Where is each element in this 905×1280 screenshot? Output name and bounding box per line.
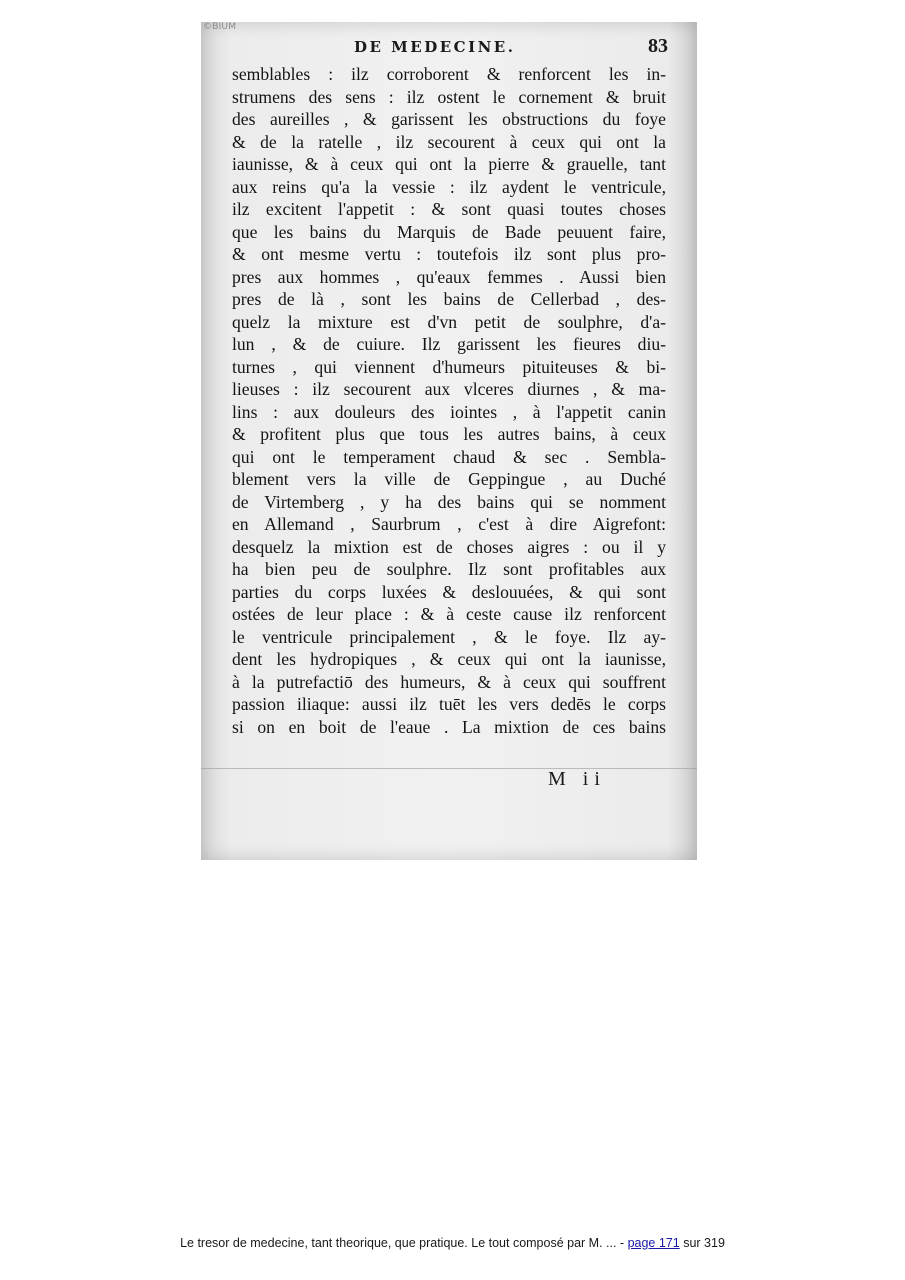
text-line: turnes , qui viennent d'humeurs pituiteuses & bi- bbox=[232, 356, 666, 377]
text-line: aux reins qu'a la vessie : ilz aydent le ventricule, bbox=[232, 176, 666, 197]
text-line: & profitent plus que tous les autres bains, à ceux bbox=[232, 424, 666, 444]
text-line: & de la ratelle , ilz secourent à ceux qui ont la bbox=[232, 131, 666, 152]
text-line: quelz la mixture est d'vn petit de soulphre, d'a- bbox=[232, 311, 666, 332]
text-line: pres aux hommes , qu'eaux femmes . Aussi bien bbox=[232, 266, 666, 287]
text-line: ilz excitent l'appetit : & sont quasi toutes choses bbox=[232, 199, 666, 219]
text-line: que les bains du Marquis de Bade peuuent faire, bbox=[232, 221, 666, 242]
text-line: parties du corps luxées & deslouuées, & qui sont bbox=[232, 581, 666, 602]
text-line: passion iliaque: aussi ilz tuēt les vers dedēs le corps bbox=[232, 694, 666, 714]
text-line: ostées de leur place : & à ceste cause ilz renforcent bbox=[232, 604, 666, 624]
text-line: des aureilles , & garissent les obstructions du foye bbox=[232, 109, 666, 129]
text-line: lins : aux douleurs des iointes , à l'appetit canin bbox=[232, 401, 666, 422]
text-line: si on en boit de l'eaue . La mixtion de ces bains bbox=[232, 716, 666, 737]
signature-mark: M ii bbox=[548, 768, 606, 790]
text-line: strumens des sens : ilz ostent le cornement & bruit bbox=[232, 86, 666, 107]
running-title: DE MEDECINE. bbox=[354, 38, 516, 56]
footer bbox=[0, 1236, 905, 1250]
text-line: dent les hydropiques , & ceux qui ont la iaunisse, bbox=[232, 649, 666, 669]
page-link[interactable]: page 171 bbox=[627, 1236, 680, 1250]
footer-suffix: sur 319 bbox=[683, 1236, 725, 1250]
page-number: 83 bbox=[648, 35, 668, 57]
text-line: pres de là , sont les bains de Cellerbad , des- bbox=[232, 289, 666, 309]
text-line: semblables : ilz corroborent & renforcent les in- bbox=[232, 64, 666, 84]
text-line: lun , & de cuiure. Ilz garissent les fieures diu- bbox=[232, 334, 666, 354]
text-line: iaunisse, & à ceux qui ont la pierre & grauelle, tant bbox=[232, 154, 666, 174]
watermark-text: ©BIUM bbox=[203, 22, 237, 32]
text-line: de Virtemberg , y ha des bains qui se nomment bbox=[232, 491, 666, 512]
text-line: qui ont le temperament chaud & sec . Sembla- bbox=[232, 446, 666, 467]
text-line: desquelz la mixtion est de choses aigres : ou il y bbox=[232, 536, 666, 557]
text-line: en Allemand , Saurbrum , c'est à dire Aigrefont: bbox=[232, 514, 666, 534]
text-line: lieuses : ilz secourent aux vlceres diurnes , & ma- bbox=[232, 379, 666, 399]
text-line: blement vers la ville de Geppingue , au Duché bbox=[232, 469, 666, 489]
text-line: le ventricule principalement , & le foye. Ilz ay- bbox=[232, 626, 666, 647]
page-edge-divider bbox=[201, 768, 697, 769]
text-line: ha bien peu de soulphre. Ilz sont profitables aux bbox=[232, 559, 666, 579]
text-line: & ont mesme vertu : toutefois ilz sont plus pro- bbox=[232, 244, 666, 264]
body-text bbox=[232, 63, 666, 738]
footer-title: Le tresor de medecine, tant theorique, que pratique. Le tout composé par M. ... - bbox=[180, 1236, 625, 1250]
text-line: à la putrefactiō des humeurs, & à ceux qui souffrent bbox=[232, 671, 666, 692]
running-head bbox=[232, 35, 668, 62]
